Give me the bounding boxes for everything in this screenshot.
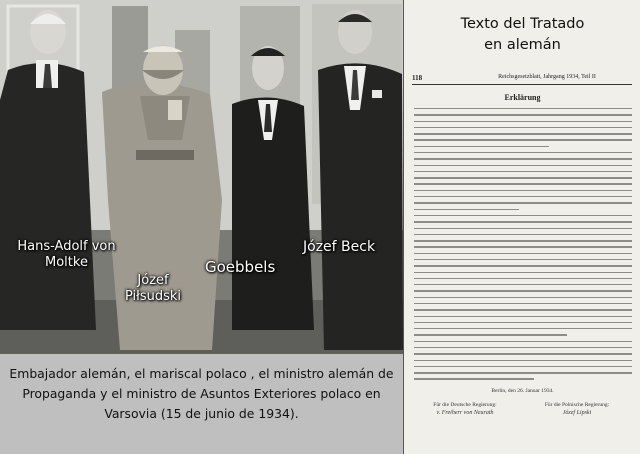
document-text-line (414, 341, 632, 342)
signature-block-poland (522, 402, 632, 416)
document-text-line (414, 240, 632, 241)
document-text-line (414, 202, 632, 203)
document-text-line (414, 127, 632, 128)
document-text-line (414, 265, 632, 266)
document-text-line (414, 353, 632, 354)
document-text-line (414, 372, 632, 373)
photo-illustration (0, 0, 403, 354)
document-body-text (414, 108, 632, 385)
treaty-document (403, 0, 640, 454)
document-text-line (414, 139, 632, 140)
signature-label-poland: Für die Polnische Regierung: (544, 402, 610, 408)
document-text-line (414, 121, 632, 122)
label-pilsudski: Józef Piłsudski (124, 273, 182, 304)
document-text-line (414, 316, 632, 317)
document-heading-line2: en alemán (484, 37, 561, 53)
document-text-line (414, 108, 632, 109)
document-text-line (414, 366, 632, 367)
document-text-line (414, 322, 632, 323)
document-text-line (414, 360, 632, 361)
document-heading (404, 14, 640, 56)
document-text-line (414, 309, 632, 310)
document-text-line (414, 246, 632, 247)
place-and-date: Berlin, den 26. Januar 1934. (491, 388, 554, 394)
document-text-line (414, 253, 632, 254)
document-text-line (414, 146, 549, 147)
signature-name-poland: Józef Lipski (562, 410, 592, 416)
document-text-line (414, 209, 519, 210)
document-text-line (414, 196, 632, 197)
document-text-line (414, 228, 632, 229)
document-text-line (414, 152, 632, 153)
signature-block-germany (410, 402, 520, 416)
document-text-line (414, 171, 632, 172)
label-moltke: Hans-Adolf von Moltke (17, 239, 116, 270)
document-text-line (414, 183, 632, 184)
document-text-line (414, 303, 632, 304)
document-text-line (414, 114, 632, 115)
page-number: 118 (412, 74, 423, 82)
document-text-line (414, 234, 632, 235)
document-text-line (414, 347, 632, 348)
document-text-line (414, 158, 632, 159)
signature-name-germany: v. Freiherr von Neurath (436, 410, 494, 416)
document-text-line (414, 215, 632, 216)
document-text-line (414, 190, 632, 191)
document-text-line (414, 297, 632, 298)
signature-label-germany: Für die Deutsche Regierung: (433, 402, 497, 408)
gazette-title: Reichsgesetzblatt, Jahrgang 1934, Teil II (498, 74, 596, 80)
document-text-line (414, 284, 632, 285)
document-text-line (414, 221, 632, 222)
document-text-line (414, 272, 632, 273)
caption-text: Embajador alemán, el mariscal polaco , el ministro alemán de Propaganda y el ministro de Asuntos Exteriores polaco en Varsovia (15 de junio de 1934). (9, 366, 394, 421)
document-running-header (412, 73, 632, 85)
document-text-line (414, 259, 632, 260)
document-text-line (414, 328, 632, 329)
document-heading-line1: Texto del Tratado (460, 16, 585, 32)
photo-caption (0, 354, 403, 454)
document-text-line (414, 165, 632, 166)
document-text-line (414, 278, 632, 279)
historical-photo (0, 0, 403, 354)
document-text-line (414, 334, 567, 335)
document-title: Erklärung (504, 93, 541, 102)
document-text-line (414, 290, 632, 291)
document-text-line (414, 378, 534, 379)
label-beck: Józef Beck (303, 239, 376, 255)
label-goebbels: Goebbels (205, 258, 276, 276)
document-text-line (414, 133, 632, 134)
document-text-line (414, 177, 632, 178)
